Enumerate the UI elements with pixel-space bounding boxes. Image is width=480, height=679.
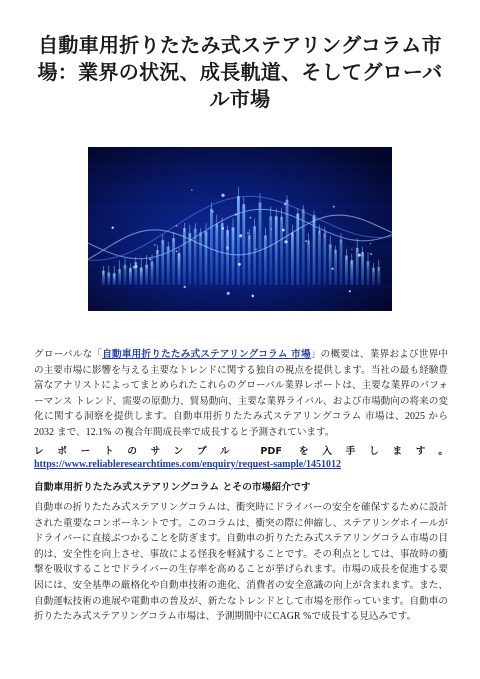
intro-paragraph bbox=[34, 347, 448, 441]
hero-bar bbox=[356, 248, 359, 285]
hero-dot bbox=[112, 226, 114, 228]
hero-bar bbox=[307, 240, 310, 285]
hero-chart-image bbox=[88, 147, 392, 311]
hero-dot bbox=[221, 194, 224, 197]
intro-mid2: まで、 bbox=[54, 426, 86, 438]
sample-label: レポートのサンプル PDF を入手します。 bbox=[34, 446, 448, 457]
hero-bar bbox=[323, 233, 326, 285]
hero-dot bbox=[351, 249, 352, 250]
hero-bar bbox=[242, 204, 245, 285]
hero-bar bbox=[345, 256, 348, 285]
hero-dot bbox=[358, 254, 361, 257]
hero-bar bbox=[329, 244, 332, 285]
hero-dot bbox=[247, 233, 248, 234]
hero-dot bbox=[235, 214, 237, 216]
hero-bar bbox=[253, 226, 256, 285]
hero-bar bbox=[237, 196, 240, 285]
intro-mid: から bbox=[424, 411, 448, 423]
hero-dot bbox=[149, 258, 151, 260]
hero-bar bbox=[318, 230, 321, 285]
hero-dot bbox=[226, 246, 229, 249]
hero-bar bbox=[291, 233, 294, 285]
hero-dot bbox=[249, 217, 251, 219]
hero-bar bbox=[226, 230, 229, 285]
cagr-value: 12.1% bbox=[85, 426, 112, 438]
year-from: 2025 bbox=[404, 411, 425, 423]
hero-dot bbox=[227, 292, 230, 295]
body-paragraph bbox=[34, 500, 448, 625]
hero-dot bbox=[271, 229, 272, 230]
page-title: 自動車用折りたたみ式ステアリングコラム市場：業界の状況、成長軌道、そしてグローバル市場 bbox=[37, 33, 443, 111]
hero-bar bbox=[199, 232, 202, 285]
section-heading: 自動車用折りたたみ式ステアリングコラム とその市場紹介です bbox=[34, 482, 311, 493]
market-link[interactable]: 自動車用折りたたみ式ステアリングコラム 市場 bbox=[102, 349, 311, 360]
hero-dot bbox=[239, 234, 242, 237]
sample-request bbox=[34, 445, 448, 471]
hero-bar bbox=[248, 235, 251, 285]
hero-bar bbox=[232, 227, 235, 285]
hero-dot bbox=[238, 263, 241, 266]
hero-dot bbox=[255, 249, 256, 250]
hero-bar bbox=[296, 214, 299, 285]
hero-bar bbox=[156, 250, 159, 285]
hero-dot bbox=[191, 189, 192, 190]
hero-dot bbox=[176, 251, 177, 252]
hero-bar bbox=[334, 250, 337, 285]
hero-dot bbox=[370, 253, 372, 255]
hero-dot bbox=[282, 229, 285, 232]
hero-background bbox=[88, 147, 392, 311]
hero-bar bbox=[340, 239, 343, 285]
intro-suffix: の複合年間成長率で成長すると予測されています。 bbox=[111, 426, 335, 438]
sample-link[interactable]: https://www.reliableresearchtimes.com/enquiry/request-sample/1451012 bbox=[34, 459, 342, 470]
hero-dot bbox=[183, 286, 186, 289]
hero-dot bbox=[154, 244, 156, 246]
hero-bar bbox=[205, 231, 208, 285]
hero-bar bbox=[178, 253, 181, 285]
hero-dot bbox=[370, 243, 371, 244]
hero-bar bbox=[210, 209, 213, 285]
hero-dot bbox=[333, 206, 335, 208]
hero-bar bbox=[275, 216, 278, 285]
hero-dot bbox=[349, 290, 351, 292]
hero-dot bbox=[305, 240, 307, 242]
hero-bar bbox=[221, 223, 224, 285]
hero-bar bbox=[215, 224, 218, 285]
hero-dot bbox=[331, 268, 333, 270]
hero-bar bbox=[280, 217, 283, 285]
hero-bar bbox=[259, 203, 262, 285]
body-text: 自動車の折りたたみ式ステアリングコラムは、衝突時にドライバーの安全を確保するために設計された重要なコンポーネントです。このコラムは、衝突の際に伸縮し、ステアリングホイールがドライバーに直接ぶつかることを防ぎます。自動車の折りたたみ式ステアリングコラム市場の目的は、安全性を向上させ、事故による怪我を軽減することです。その利点としては、事故時の衝撃を吸収することでドライバーの生存率を高めることが挙げられます。市場の成長を促進する要因には、安全基準の厳格化や自動車技術の進化、消費者の安全意識の向上が含まれます。また、自動運転技術の進展や電動車の普及が、新たなトレンドとして市場を形作っています。自動車の折りたたみ式ステアリングコラム市場は、予測期間中に bbox=[34, 502, 448, 623]
year-to: 2032 bbox=[34, 426, 54, 438]
hero-bar bbox=[172, 238, 175, 285]
hero-dot bbox=[135, 265, 137, 267]
body-suffix: で成長する見込みです。 bbox=[311, 611, 417, 623]
hero-bar bbox=[361, 252, 364, 285]
hero-dot bbox=[325, 232, 326, 233]
intro-prefix: グローバルな「 bbox=[34, 349, 103, 360]
hero-dot bbox=[212, 211, 214, 213]
hero-graphic bbox=[88, 147, 392, 311]
hero-dot bbox=[175, 225, 177, 227]
cagr-label: CAGR % bbox=[272, 611, 312, 623]
hero-bar bbox=[161, 240, 164, 285]
hero-bar bbox=[264, 235, 267, 285]
hero-dot bbox=[252, 295, 255, 298]
hero-dot bbox=[284, 203, 287, 206]
hero-dot bbox=[222, 227, 224, 229]
hero-dot bbox=[284, 240, 287, 243]
hero-bar bbox=[269, 216, 272, 285]
intro-text: 」の概要は、業界および世界中の主要市場に影響を与える主要なトレンドに関する独自の視点を提供します。当社の最も経験豊富なアナリストによってまとめられたこれらのグローバル業界レポートは、主要な業界のパフォーマンス トレンド、需要の原動力、貿易動向、主要な業界ライバル、および市場動向の将来の変化に関する洞察を提供します。自動車用折りたたみ式ステアリングコラム 市場は、 bbox=[34, 349, 448, 423]
